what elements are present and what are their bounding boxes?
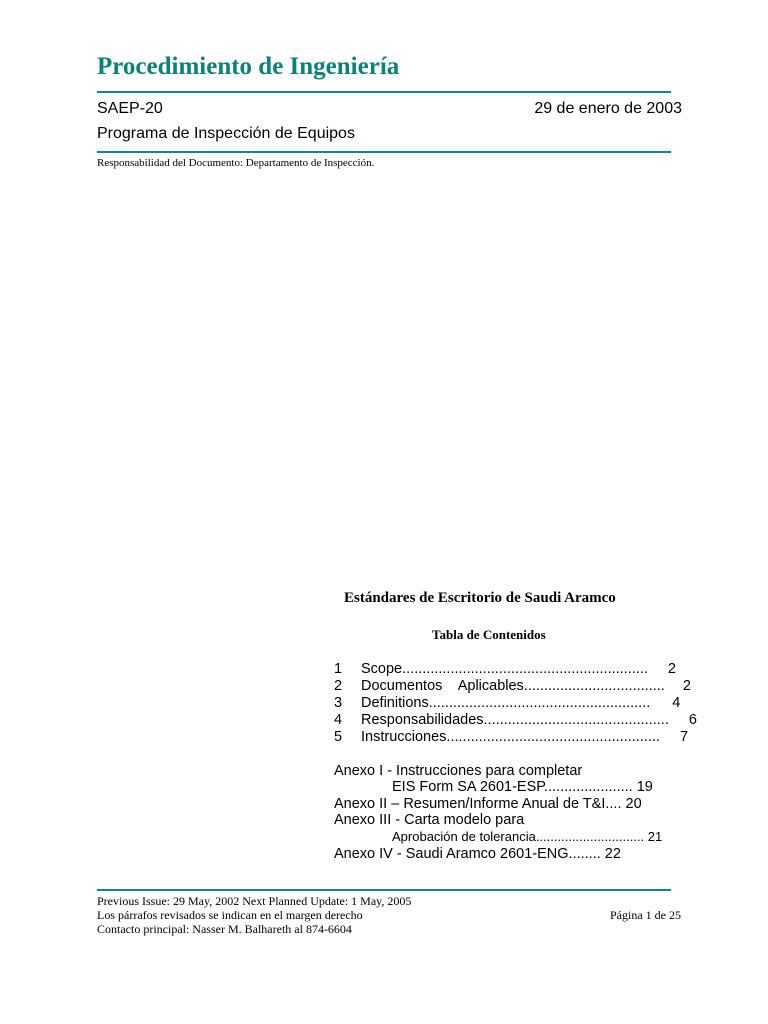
document-responsibility: Responsabilidad del Documento: Departamento de Inspección.	[97, 157, 375, 169]
toc-item[interactable]	[334, 729, 688, 745]
toc-item-page: 7	[679, 729, 689, 745]
toc-item-number: 3	[334, 695, 343, 711]
footer-rule	[97, 889, 671, 891]
toc-item-text: Instrucciones.....................................................	[361, 729, 660, 745]
toc-item-text: Scope.............................................................	[361, 661, 648, 677]
toc-item-text: Definitions.......................................................	[361, 695, 651, 711]
footer-revised-note: Los párrafos revisados se indican en el margen derecho	[97, 908, 363, 922]
document-code: SAEP-20	[97, 100, 163, 117]
footer-page-number: Página 1 de 25	[610, 908, 681, 922]
header-rule-top	[97, 91, 671, 93]
document-title: Procedimiento de Ingeniería	[97, 53, 400, 80]
footer-contact: Contacto principal: Nasser M. Balhareth al 874-6604	[97, 922, 352, 936]
toc-item-text: Documentos Aplicables...................................	[361, 678, 665, 694]
toc-annex-2[interactable]: Anexo II – Resumen/Informe Anual de T&I.... 20	[334, 796, 642, 812]
toc-item-page: 6	[688, 712, 697, 728]
toc-item[interactable]	[334, 661, 676, 677]
toc-item-number: 5	[334, 729, 343, 745]
toc-annex-3-line1[interactable]: Anexo III - Carta modelo para	[334, 812, 525, 828]
toc-item[interactable]	[334, 695, 680, 711]
toc-annex-1-line2[interactable]: EIS Form SA 2601-ESP...................... 19	[392, 779, 653, 795]
toc-item-text: Responsabilidades..............................................	[361, 712, 669, 728]
toc-annex-4[interactable]: Anexo IV - Saudi Aramco 2601-ENG........ 22	[334, 846, 621, 862]
toc-item-page: 2	[667, 661, 676, 677]
standards-title: Estándares de Escritorio de Saudi Aramco	[344, 590, 616, 606]
footer-previous-issue: Previous Issue: 29 May, 2002 Next Planned Update: 1 May, 2005	[97, 894, 412, 908]
header-rule-bottom	[97, 151, 671, 153]
toc-annex-1-line1[interactable]: Anexo I - Instrucciones para completar	[334, 763, 583, 779]
program-title: Programa de Inspección de Equipos	[97, 125, 355, 142]
toc-item[interactable]	[334, 712, 697, 728]
toc-item-number: 4	[334, 712, 343, 728]
toc-item[interactable]	[334, 678, 691, 694]
toc-title: Tabla de Contenidos	[432, 627, 546, 642]
toc-item-number: 1	[334, 661, 343, 677]
toc-item-page: 2	[682, 678, 691, 694]
toc-item-number: 2	[334, 678, 343, 694]
document-date: 29 de enero de 2003	[534, 100, 682, 117]
toc-item-page: 4	[672, 695, 681, 711]
toc-annex-3-line2[interactable]: Aprobación de tolerancia.............................. 21	[392, 829, 663, 844]
